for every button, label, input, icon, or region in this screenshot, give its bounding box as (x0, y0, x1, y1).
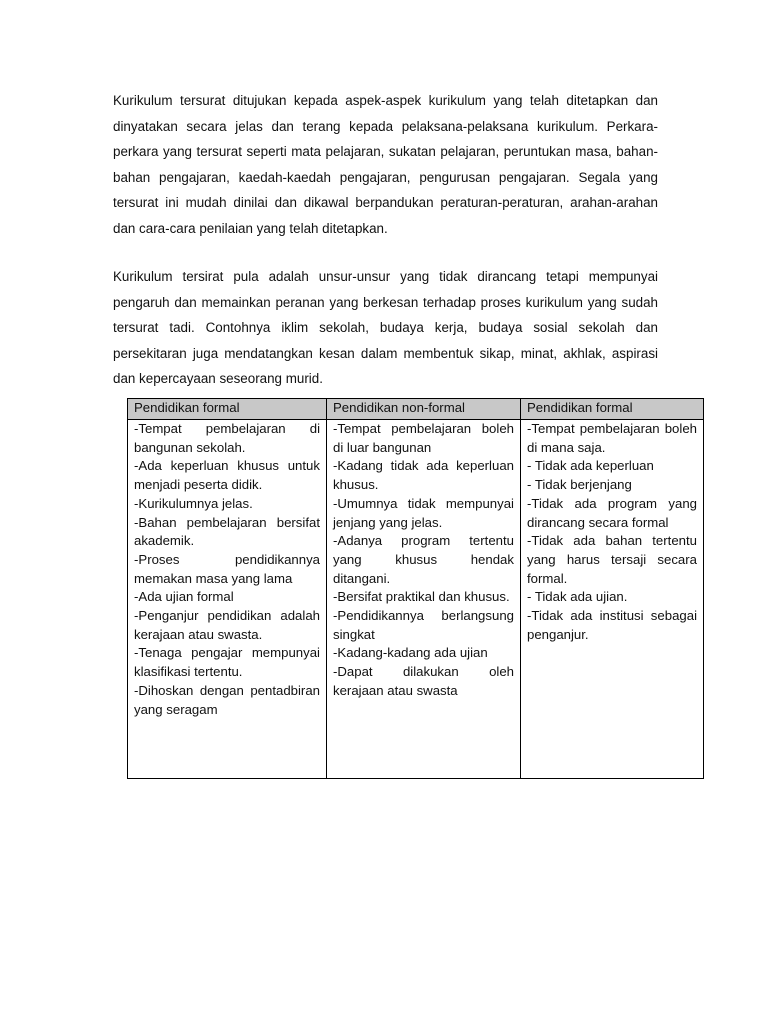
list-item: -Tempat pembelajaran di bangunan sekolah. (134, 421, 320, 455)
list-item: -Ada keperluan khusus untuk menjadi peserta didik. (134, 458, 320, 493)
list-item: -Umumnya tidak mempunyai jenjang yang jelas. (333, 495, 514, 530)
list-item: -Penganjur pendidikan adalah kerajaan atau swasta. (134, 608, 320, 642)
paragraph-kurikulum-tersurat: Kurikulum tersurat ditujukan kepada aspek-aspek kurikulum yang telah ditetapkan dan dinyatakan secara jelas dan terang kepada pelaksana-pelaksana kurikulum. Perkara-perkara yang tersurat seperti mata pelajaran, sukatan pelajaran, peruntukan masa, bahan-bahan pengajaran, kaedah-kaedah pengajaran, pengurusan pengajaran. Segala yang tersurat ini mudah dinilai dan dikawal berpandukan peraturan-peraturan, arahan-arahan dan cara-cara penilaian yang telah ditetapkan. (113, 93, 658, 236)
list-item: -Bahan pembelajaran bersifat akademik. (134, 514, 320, 549)
list-item: -Ada ujian formal (134, 589, 234, 605)
list-item: -Tempat pembelajaran boleh di luar bangunan (333, 421, 514, 455)
comparison-table-container (127, 398, 697, 779)
list-item: -Tidak ada institusi sebagai penganjur. (527, 608, 697, 642)
list-item: -Tidak ada bahan tertentu yang harus tersaji secara formal. (527, 533, 697, 586)
document-body (113, 88, 658, 392)
list-item: -Pendidikannya berlangsung singkat (333, 608, 514, 642)
paragraph-kurikulum-tersirat: Kurikulum tersirat pula adalah unsur-unsur yang tidak dirancang tetapi mempunyai pengaruh dan memainkan peranan yang berkesan terhadap proses kurikulum yang sudah tersurat tadi. Contohnya iklim sekolah, budaya kerja, budaya sosial sekolah dan persekitaran juga mendatangkan kesan dalam membentuk sikap, minat, akhlak, aspirasi dan kepercayaan seseorang murid. (113, 269, 658, 386)
list-item: -Tidak ada program yang dirancang secara formal (527, 495, 697, 530)
column-pendidikan-formal (128, 420, 327, 779)
list-item: -Kadang tidak ada keperluan khusus. (333, 458, 514, 493)
header-pendidikan-formal: Pendidikan formal (128, 399, 327, 420)
list-item: -Tenaga pengajar mempunyai klasifikasi tertentu. (134, 645, 320, 680)
column-pendidikan-non-formal (327, 420, 521, 779)
list-item: -Adanya program tertentu yang khusus hendak ditangani. (333, 533, 514, 586)
comparison-table (127, 398, 704, 779)
table-header-row (128, 399, 704, 420)
list-item: - Tidak berjenjang (527, 477, 632, 493)
table-row (128, 420, 704, 779)
list-item: -Dapat dilakukan oleh kerajaan atau swasta (333, 664, 514, 698)
list-item: -Tempat pembelajaran boleh di mana saja. (527, 421, 697, 455)
list-item: -Kadang-kadang ada ujian (333, 645, 488, 661)
list-item: -Bersifat praktikal dan khusus. (333, 589, 510, 605)
list-item: -Kurikulumnya jelas. (134, 495, 253, 511)
list-item: -Dihoskan dengan pentadbiran yang seragam (134, 682, 320, 717)
list-item: - Tidak ada ujian. (527, 589, 628, 605)
column-pendidikan-formal-2 (521, 420, 704, 779)
list-item: - Tidak ada keperluan (527, 458, 654, 474)
header-pendidikan-non-formal: Pendidikan non-formal (327, 399, 521, 420)
list-item: -Proses pendidikannya memakan masa yang lama (134, 551, 320, 586)
header-pendidikan-formal-2: Pendidikan formal (521, 399, 704, 420)
